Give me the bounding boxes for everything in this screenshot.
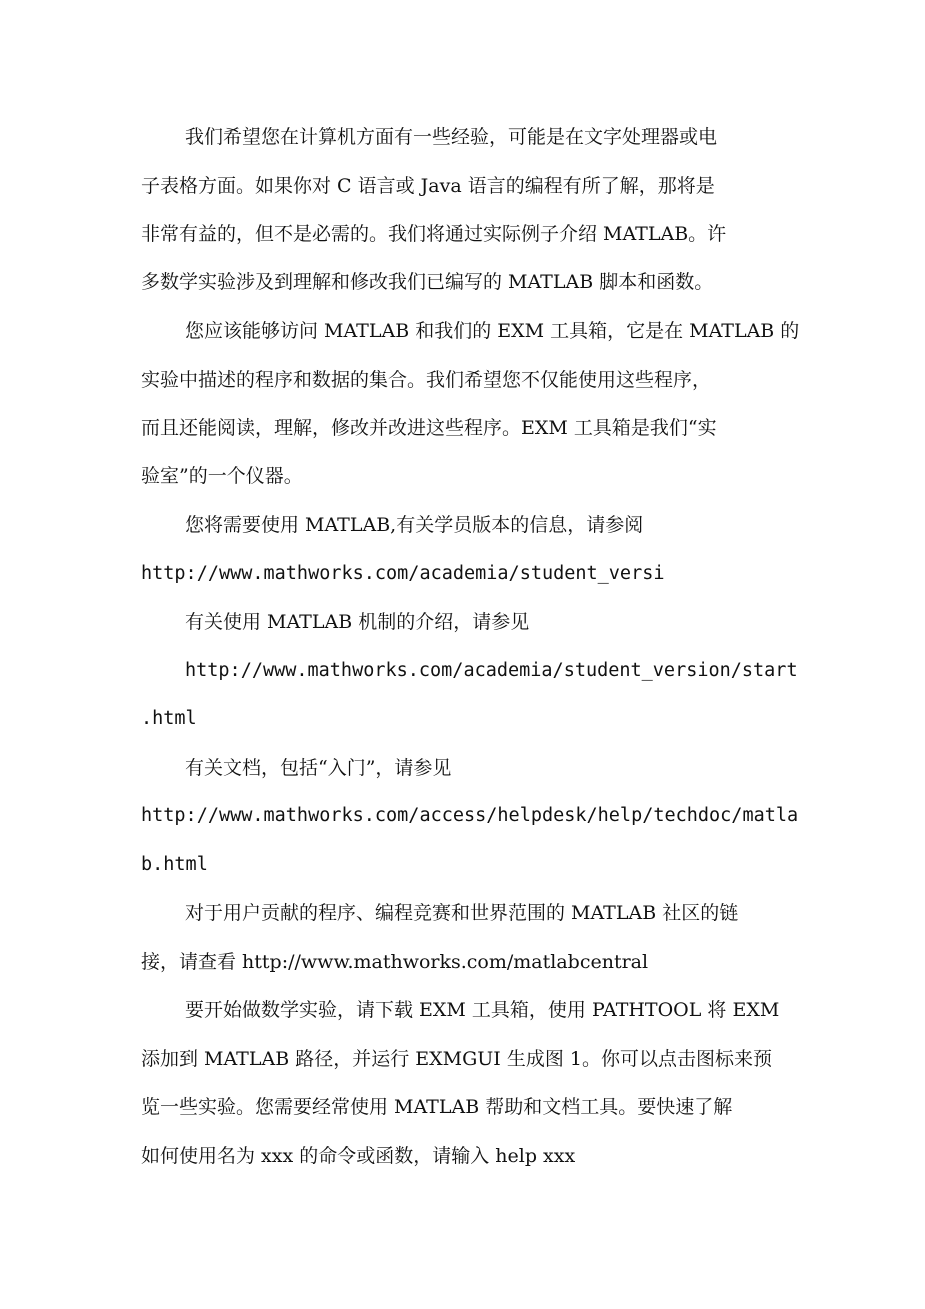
paragraph-2-line-1: 您应该能够访问 MATLAB 和我们的 EXM 工具箱，它是在 MATLAB 的 (185, 320, 800, 342)
paragraph-6-line-1: 对于用户贡献的程序、编程竞赛和世界范围的 MATLAB 社区的链 (185, 902, 739, 924)
paragraph-6-line-2: 接，请查看 http://www.mathworks.com/matlabcentral (141, 951, 649, 973)
getting-started-url: http://www.mathworks.com/academia/student_version/start (185, 660, 798, 681)
paragraph-7-line-2: 添加到 MATLAB 路径，并运行 EXMGUI 生成图 1。你可以点击图标来预 (141, 1048, 772, 1070)
student-version-url: http://www.mathworks.com/academia/student_versi (141, 563, 665, 584)
paragraph-1-line-1: 我们希望您在计算机方面有一些经验，可能是在文字处理器或电 (185, 126, 718, 148)
paragraph-5-line-1: 有关文档，包括“入门”，请参见 (185, 757, 452, 779)
paragraph-1-line-4: 多数学实验涉及到理解和修改我们已编写的 MATLAB 脚本和函数。 (141, 271, 714, 293)
paragraph-2-line-3: 而且还能阅读，理解，修改并改进这些程序。EXM 工具箱是我们“实 (141, 417, 717, 439)
paragraph-7-line-4: 如何使用名为 xxx 的命令或函数，请输入 help xxx (141, 1145, 576, 1167)
paragraph-2-line-4: 验室”的一个仪器。 (141, 465, 303, 487)
paragraph-3-line-1: 您将需要使用 MATLAB,有关学员版本的信息，请参阅 (185, 514, 644, 536)
helpdesk-url-continued: b.html (141, 854, 208, 875)
paragraph-1-line-2: 子表格方面。如果你对 C 语言或 Java 语言的编程有所了解，那将是 (141, 175, 715, 197)
paragraph-1-line-3: 非常有益的，但不是必需的。我们将通过实际例子介绍 MATLAB。许 (141, 223, 727, 245)
getting-started-url-continued: .html (141, 708, 197, 729)
helpdesk-url: http://www.mathworks.com/access/helpdesk/help/techdoc/matla (141, 805, 799, 826)
paragraph-2-line-2: 实验中描述的程序和数据的集合。我们希望您不仅能使用这些程序， (141, 369, 712, 391)
paragraph-4-line-1: 有关使用 MATLAB 机制的介绍，请参见 (185, 611, 530, 633)
paragraph-7-line-1: 要开始做数学实验，请下载 EXM 工具箱，使用 PATHTOOL 将 EXM (185, 999, 780, 1021)
paragraph-7-line-3: 览一些实验。您需要经常使用 MATLAB 帮助和文档工具。要快速了解 (141, 1096, 733, 1118)
